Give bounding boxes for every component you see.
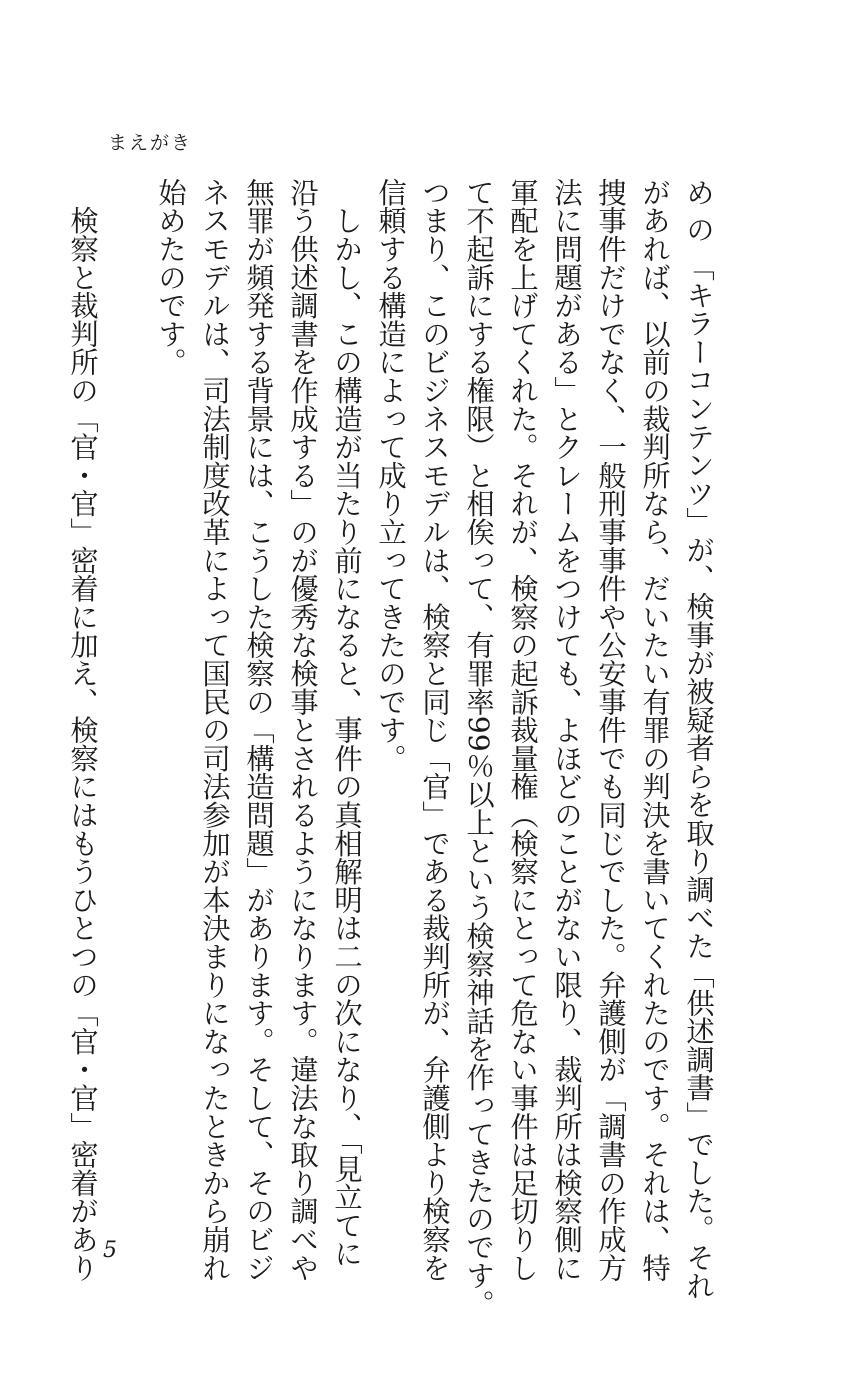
text-line: 捜事件だけでなく、一般刑事事件や公安事件でも同じでした。弁護側が「調書の作成方	[594, 178, 627, 1282]
text-line: め の 「キラーコンテンツ」が、検事が被疑者らを取り調べた「供述調書」でした。それ	[682, 178, 715, 1300]
text-line: 軍配を上げてくれた。それが、検察の起訴裁量権（検察にとって危ない事件は足切りし	[506, 178, 539, 1282]
running-head: まえがき	[108, 132, 193, 154]
text-line: つまり、このビジネスモデルは、検察と同じ「官」である裁判所が、弁護側より検察を	[418, 178, 451, 1282]
paragraph-gap	[104, 178, 148, 1238]
text-line: ネスモデルは、司法制度改革によって国民の司法参加が本決まりになったときから崩れ	[198, 178, 231, 1282]
text-line: 信頼する構造によって成り立ってきたのです。	[374, 178, 407, 773]
text-line: 法に問題がある」とクレームをつけても、よほどのことがない限り、裁判所は検察側に	[550, 178, 583, 1282]
text-line: て不起訴にする権限）と相俟って、有罪率99％以上という検察神話を作ってきたのです。	[462, 178, 495, 1318]
text-line: 無罪が頻発する背景には、こうした検察の「構造問題」があります。そして、そのビジ	[242, 178, 275, 1282]
text-line: 検察と裁判所の「官・官」密着に加え、検察にはもうひとつの「官・官」密着があり	[66, 178, 99, 1282]
text-line: 始めたのです。	[154, 178, 187, 377]
text-line: があれば、以前の裁判所なら、だいたい有罪の判決を書いてくれたのです。それは、特	[638, 178, 671, 1282]
text-line: しかし、この構造が当たり前になると、事件の真相解明は二の次になり、「見立てに	[330, 178, 363, 1268]
page-number: 5	[103, 1238, 117, 1263]
body-text	[60, 178, 720, 1318]
text-line: 沿う供述調書を作成する」のが優秀な検事とされるようになります。違法な取り調べや	[286, 178, 319, 1282]
